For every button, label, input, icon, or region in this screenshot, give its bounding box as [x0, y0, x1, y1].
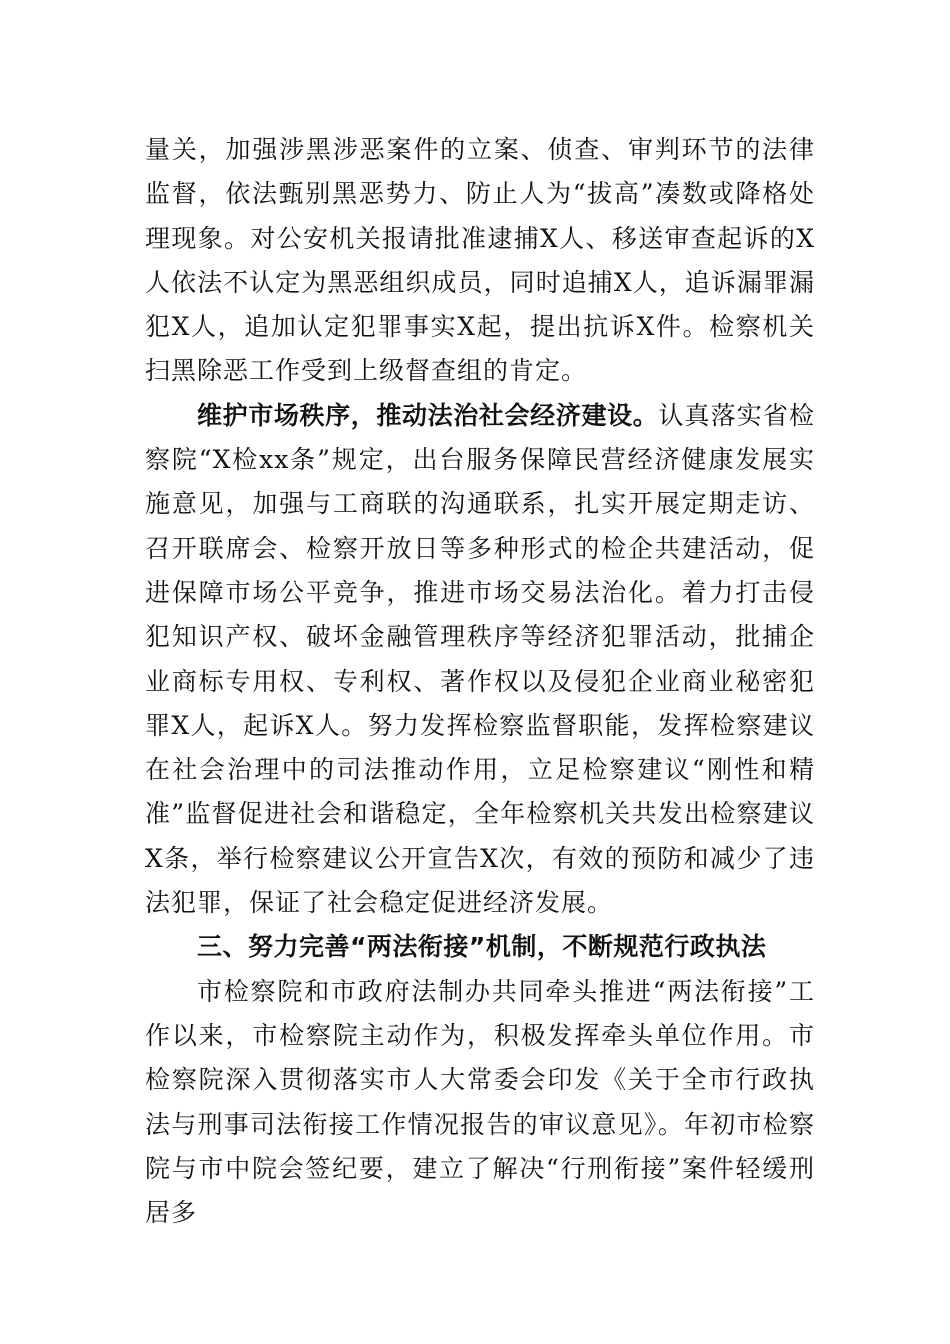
section-heading: 三、努力完善“两法衔接”机制，不断规范行政执法 — [197, 932, 767, 962]
paragraph-2-lead: 维护市场秩序，推动法治社会经济建设。 — [197, 400, 659, 430]
document-page — [145, 128, 815, 1235]
paragraph-2-body: 认真落实省检察院“X检xx条”规定，出台服务保障民营经济健康发展实施意见，加强与工商联的沟通联系，扎实开展定期走访、召开联席会、检察开放日等多种形式的检企共建活动，促进保障市场公平竞争，推进市场交易法治化。着力打击侵犯知识产权、破坏金融管理秩序等经济犯罪活动，批捕企业商标专用权、专利权、著作权以及侵犯企业商业秘密犯罪X人，起诉X人。努力发挥检察监督职能，发挥检察建议在社会治理中的司法推动作用，立足检察建议“刚性和精准”监督促进社会和谐稳定，全年检察机关共发出检察建议X条，举行检察建议公开宣告X次，有效的预防和减少了违法犯罪，保证了社会稳定促进经济发展。 — [145, 400, 815, 918]
paragraph-3: 市检察院和市政府法制办共同牵头推进“两法衔接”工作以来，市检察院主动作为，积极发挥牵头单位作用。市检察院深入贯彻落实市人大常委会印发《关于全市行政执法与刑事司法衔接工作情况报告的审议意见》。年初市检察院与市中院会签纪要，建立了解决“行刑衔接”案件轻缓刑居多 — [145, 976, 815, 1228]
paragraph-2 — [145, 394, 815, 926]
paragraph-1: 量关，加强涉黑涉恶案件的立案、侦查、审判环节的法律监督，依法甄别黑恶势力、防止人为“拔高”凑数或降格处理现象。对公安机关报请批准逮捕X人、移送审查起诉的X人依法不认定为黑恶组织成员，同时追捕X人，追诉漏罪漏犯X人，追加认定犯罪事实X起，提出抗诉X件。检察机关扫黑除恶工作受到上级督查组的肯定。 — [145, 135, 815, 386]
